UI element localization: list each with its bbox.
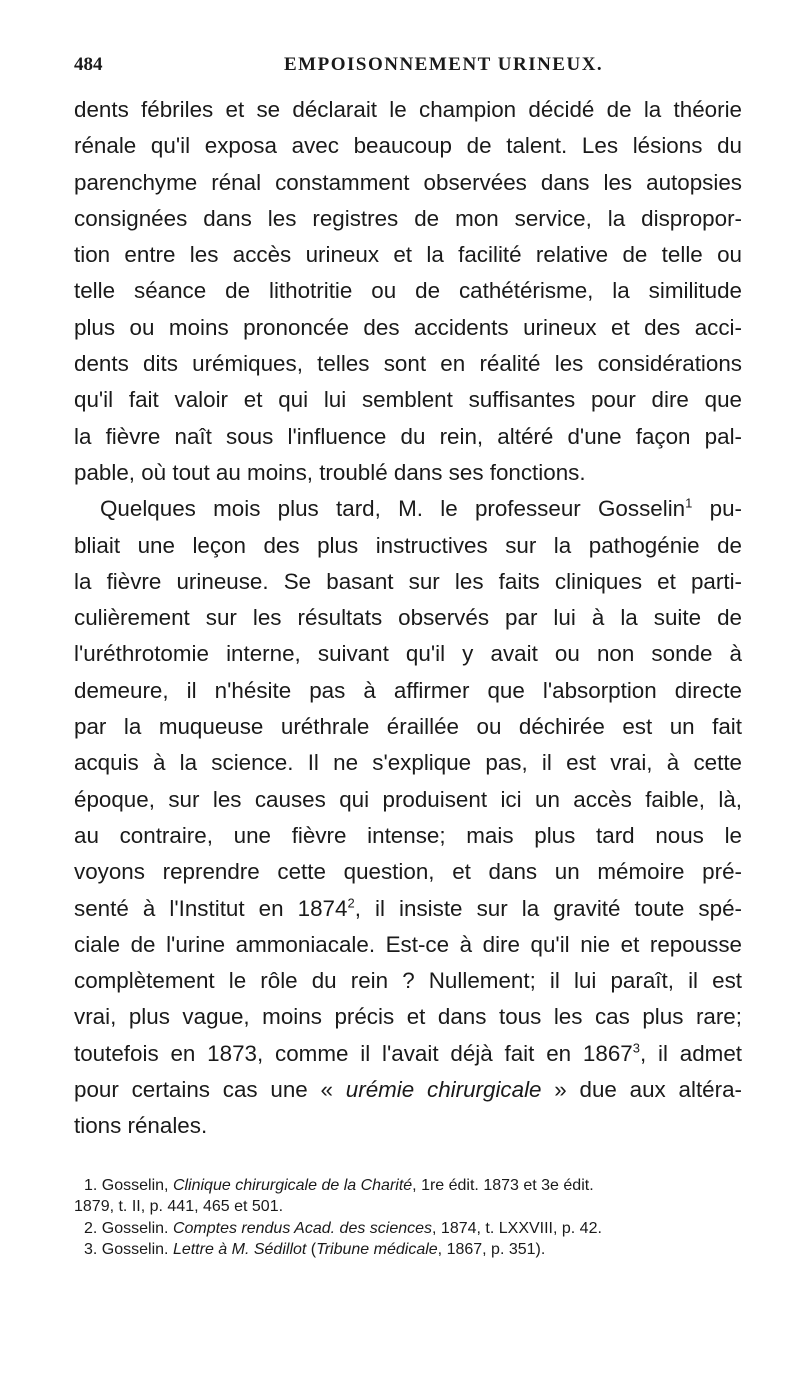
text-line: dents fébriles et se déclarait le champion décidé de la théorie — [74, 97, 742, 122]
text-line: pable, où tout au moins, troublé dans ses fonctions. — [74, 459, 586, 485]
emphasis-text: urémie chirurgicale — [345, 1077, 542, 1103]
footnote-author: Gosselin. — [97, 1219, 173, 1237]
text-segment: , il admet — [639, 1040, 742, 1066]
text-line — [74, 1072, 742, 1108]
text-line: voyons reprendre cette question, et dans un mémoire pré- — [74, 859, 742, 885]
paragraph-2 — [74, 491, 742, 1144]
text-line — [74, 491, 742, 527]
footnote-title: Lettre à M. Sédillot — [172, 1241, 307, 1259]
footnote-ref-1: 1 — [685, 495, 693, 511]
footnote-3 — [74, 1239, 742, 1261]
footnote-line — [74, 1239, 742, 1261]
text-line: ciale de l'urine ammoniacale. Est-ce à dire qu'il nie et repousse — [74, 931, 742, 957]
paragraph-1 — [74, 92, 742, 491]
footnote-text: ( — [306, 1241, 317, 1259]
footnote-number: 3. — [84, 1241, 98, 1259]
text-line: la fièvre naît sous l'influence du rein, altéré d'une façon pal- — [74, 423, 742, 449]
footnotes — [74, 1175, 742, 1261]
footnote-line: 1879, t. II, p. 441, 465 et 501. — [74, 1198, 284, 1216]
footnote-number: 1. — [84, 1176, 98, 1194]
text-segment: , il insiste sur la gravité toute spé- — [354, 895, 742, 921]
text-line: dents dits urémiques, telles sont en réalité les considérations — [74, 351, 742, 377]
footnote-line — [74, 1175, 742, 1197]
footnote-journal: Tribune médicale — [316, 1241, 438, 1259]
text-segment: pour certains cas une « — [74, 1077, 346, 1103]
footnote-number: 2. — [84, 1219, 98, 1237]
text-line: vrai, plus vague, moins précis et dans tous les cas plus rare; — [74, 1004, 742, 1030]
text-line: par la muqueuse uréthrale éraillée ou déchirée est un fait — [74, 714, 742, 740]
page-header — [74, 54, 742, 84]
footnote-author: Gosselin. — [97, 1241, 173, 1259]
text-line: qu'il fait valoir et qui lui semblent suffisantes pour dire que — [74, 387, 742, 413]
text-line: complètement le rôle du rein ? Nullement; il lui paraît, il est — [74, 968, 742, 994]
text-segment: » due aux altéra- — [541, 1077, 742, 1103]
text-line — [74, 891, 742, 927]
footnote-text: , 1re édit. 1873 et 3e édit. — [412, 1176, 594, 1194]
body-text — [74, 92, 742, 1145]
text-line — [74, 1036, 742, 1072]
running-title: EMPOISONNEMENT URINEUX. — [284, 54, 604, 75]
text-line: demeure, il n'hésite pas à affirmer que l'absorption directe — [74, 677, 742, 703]
text-line: époque, sur les causes qui produisent ici un accès faible, là, — [74, 786, 742, 812]
footnote-2 — [74, 1218, 742, 1240]
text-line: acquis à la science. Il ne s'explique pas, il est vrai, à cette — [74, 750, 742, 776]
footnote-author: Gosselin, — [97, 1176, 173, 1194]
footnote-text: , 1874, t. LXXVIII, p. 42. — [432, 1219, 602, 1237]
footnote-1 — [74, 1175, 742, 1218]
footnote-line — [74, 1218, 742, 1240]
text-segment: senté à l'Institut en 1874 — [74, 895, 348, 921]
text-segment: Quelques mois plus tard, M. le professeur Gosselin — [100, 496, 686, 522]
footnote-title: Comptes rendus Acad. des sciences — [172, 1219, 433, 1237]
text-segment: pu- — [692, 496, 742, 522]
page-number: 484 — [74, 54, 103, 75]
text-line: consignées dans les registres de mon service, la dispropor- — [74, 205, 742, 231]
footnote-ref-2: 2 — [347, 895, 355, 911]
text-line: bliait une leçon des plus instructives sur la pathogénie de — [74, 532, 742, 558]
text-line: culièrement sur les résultats observés par lui à la suite de — [74, 605, 742, 631]
book-page — [74, 54, 742, 1261]
text-line: telle séance de lithotritie ou de cathétérisme, la similitude — [74, 278, 742, 304]
text-line: tions rénales. — [74, 1113, 208, 1139]
footnote-ref-3: 3 — [632, 1040, 640, 1056]
text-line: tion entre les accès urineux et la facilité relative de telle ou — [74, 242, 742, 268]
text-line: la fièvre urineuse. Se basant sur les faits cliniques et parti- — [74, 568, 742, 594]
text-line: rénale qu'il exposa avec beaucoup de talent. Les lésions du — [74, 133, 742, 159]
footnote-title: Clinique chirurgicale de la Charité — [172, 1176, 413, 1194]
text-line: parenchyme rénal constamment observées dans les autopsies — [74, 169, 742, 195]
text-segment: toutefois en 1873, comme il l'avait déjà fait en 1867 — [74, 1040, 633, 1066]
text-line: l'uréthrotomie interne, suivant qu'il y avait ou non sonde à — [74, 641, 742, 667]
text-line: au contraire, une fièvre intense; mais plus tard nous le — [74, 822, 742, 848]
footnote-text: , 1867, p. 351). — [437, 1241, 546, 1259]
text-line: plus ou moins prononcée des accidents urineux et des acci- — [74, 314, 742, 340]
